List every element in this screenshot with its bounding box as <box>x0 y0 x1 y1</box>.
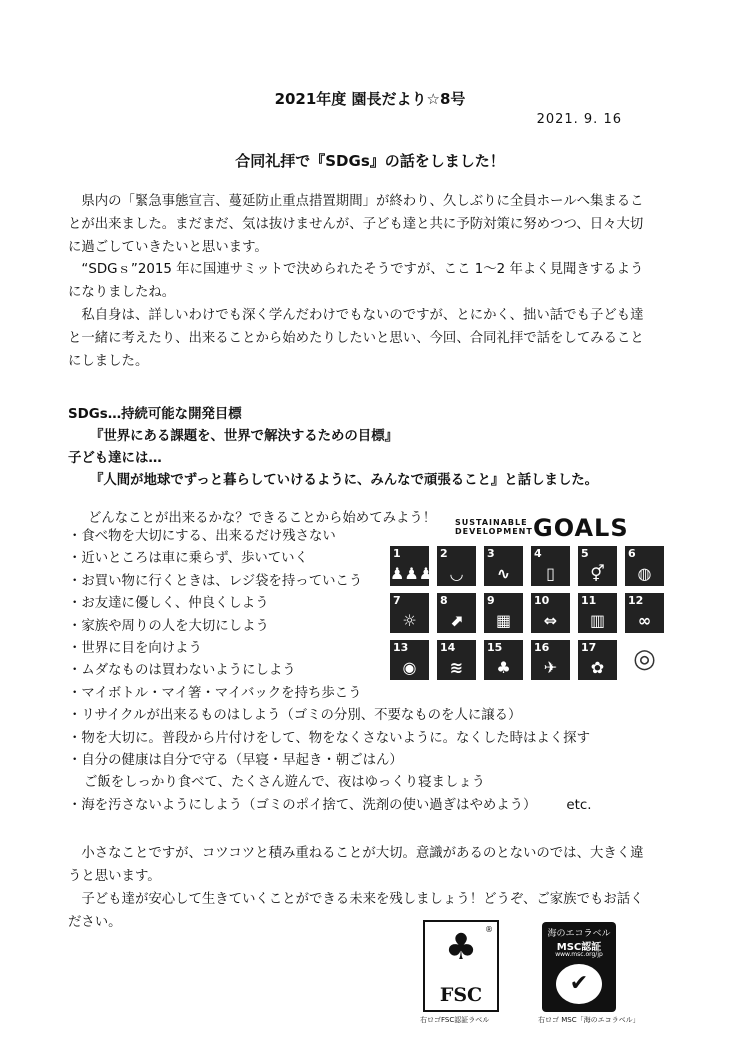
msc-logo <box>542 922 616 1012</box>
letter-subtitle: 合同礼拝で『SDGs』の話をしました！ <box>235 152 505 170</box>
flower-icon: ✿ <box>590 658 605 677</box>
family-icon: ♟♟♟ <box>390 564 434 583</box>
sdg-goal-tile <box>484 593 523 633</box>
fsc-caption: 右ロゴFSC認証ラベル <box>420 1016 490 1024</box>
tree-icon: ♣ <box>496 658 511 677</box>
sdg-goal-number: 13 <box>393 641 409 654</box>
sdg-goal-grid <box>390 546 665 680</box>
kids-heading: 子ども達には… <box>68 451 162 466</box>
buildings-icon: ▥ <box>589 611 606 630</box>
list-item: ・海を汚さないようにしよう（ゴミのポイ捨て、洗剤の使い過ぎはやめよう） etc. <box>68 797 592 813</box>
sun-icon: ☼ <box>402 611 417 630</box>
sdgs-definition: 『世界にある課題を、世界で解決するための目標』 <box>90 429 398 444</box>
sdg-goal-tile <box>531 546 570 586</box>
fsc-logo <box>423 920 499 1012</box>
waves-icon: ≋ <box>449 658 464 677</box>
sdg-goal-tile <box>390 546 434 586</box>
sdg-goal-tile <box>390 593 429 633</box>
sdgs-heading: SDGs…持続可能な開発目標 <box>68 407 242 422</box>
sdg-goal-number: 17 <box>581 641 597 654</box>
sdg-goals-wordmark: GOALS <box>533 514 629 542</box>
etc-label: etc. <box>566 797 592 813</box>
list-item: ・自分の健康は自分で守る（早寝・早起き・朝ごはん） <box>68 753 403 769</box>
dove-icon: ✈ <box>543 658 558 677</box>
sdg-goal-tile <box>437 546 476 586</box>
sdg-goal-tile <box>390 640 429 680</box>
sdg-goal-number: 1 <box>393 547 401 560</box>
equal-icon: ⇔ <box>543 611 558 630</box>
water-drop-icon: ◍ <box>637 564 652 583</box>
list-item: ・ムダなものは買わないようにしよう <box>68 663 296 679</box>
sdg-goal-number: 3 <box>487 547 495 560</box>
sdg-goal-number: 15 <box>487 641 503 654</box>
sdg-goal-number: 2 <box>440 547 448 560</box>
list-item: ご飯をしっかり食べて、たくさん遊んで、夜はゆっくり寝ましょう <box>84 775 486 791</box>
list-item: ・物を大切に。普段から片付けをして、物をなくさないように。なくした時はよく探す <box>68 730 590 746</box>
closing-paragraph-1: 小さなことですが、コツコツと積み重ねることが大切。意識があるのとないのでは、大きく違うと思います。 <box>68 846 644 884</box>
sdg-goal-number: 5 <box>581 547 589 560</box>
book-icon: ▯ <box>546 564 555 583</box>
sdg-goal-number: 9 <box>487 594 495 607</box>
eye-icon: ◉ <box>402 658 417 677</box>
closing-paragraph-2: 子ども達が安心して生きていくことができる未来を残しましょう！どうぞ、ご家族でもお話ください。 <box>68 892 644 930</box>
sdg-goal-tile <box>484 546 523 586</box>
list-item: ・リサイクルが出来るものはしよう（ゴミの分別、不要なものを人に譲る） <box>68 708 522 724</box>
sdg-goal-number: 12 <box>628 594 644 607</box>
sdg-goal-number: 7 <box>393 594 401 607</box>
sdg-goal-tile <box>578 593 617 633</box>
sdg-goal-tile <box>625 546 664 586</box>
cubes-icon: ▦ <box>495 611 512 630</box>
list-item: ・食べ物を大切にする、出来るだけ残さない <box>68 529 336 544</box>
bowl-icon: ◡ <box>450 564 463 583</box>
sdg-goal-number: 11 <box>581 594 597 607</box>
fsc-logo-text: FSC <box>439 984 483 1006</box>
list-item: ・お友達に優しく、仲良くしよう <box>68 596 269 612</box>
heartbeat-icon: ∿ <box>496 564 511 583</box>
letter-date: 2021. 9. 16 <box>536 112 622 127</box>
sdg-goal-number: 14 <box>440 641 456 654</box>
list-item: ・マイボトル・マイ箸・マイバックを持ち歩こう <box>68 685 362 701</box>
sdg-goal-tile <box>625 593 664 633</box>
sdg-goal-tile <box>578 546 617 586</box>
sdg-goal-tile <box>578 640 617 680</box>
intro-paragraph-3: 私自身は、詳しいわけでも深く学んだわけでもないのですが、とにかく、拙い話でも子ども達と一緒に考えたり、出来ることから始めたりしたいと思い、今回、合同礼拝で話をしてみることにしました。 <box>68 308 644 369</box>
growth-chart-icon: ⬈ <box>449 611 464 630</box>
msc-logo-line-2: MSC認証 <box>556 942 602 953</box>
sdg-goal-number: 6 <box>628 547 636 560</box>
sdg-goal-tile <box>437 640 476 680</box>
fish-icon: ✔ <box>556 964 602 1004</box>
sdg-goal-tile <box>531 593 570 633</box>
intro-paragraph-2: “SDGｓ”2015 年に国連サミットで決められたそうですが、ここ 1～2 年よく見聞きするようになりましたね。 <box>68 262 644 300</box>
list-item: ・世界に目を向けよう <box>68 641 202 657</box>
sdg-goal-number: 10 <box>534 594 550 607</box>
msc-logo-line-3: www.msc.org/jp <box>555 951 603 958</box>
msc-logo-line-1: 海のエコラベル <box>547 929 611 939</box>
sdg-goal-tile <box>484 640 523 680</box>
msc-caption: 右ロゴ MSC「海のエコラベル」 <box>538 1016 640 1024</box>
sdg-wheel-icon: ◎ <box>633 644 656 674</box>
list-item: ・近いところは車に乗らず、歩いていく <box>68 551 308 567</box>
sdg-goal-tile <box>531 640 570 680</box>
sdg-goal-number: 8 <box>440 594 448 607</box>
tree-check-icon: ♣ <box>444 927 478 968</box>
sdg-goal-number: 4 <box>534 547 542 560</box>
letter-title: 2021年度 園長だより☆8号 <box>274 90 466 108</box>
kids-message: 『人間が地球でずっと暮らしていけるように、みんなで頑張ること』と話しました。 <box>90 473 599 488</box>
list-item: ・家族や周りの人を大切にしよう <box>68 618 269 634</box>
gender-icon: ⚥ <box>590 564 605 583</box>
sdg-logo-header <box>455 516 655 546</box>
actions-heading: どんなことが出来るかな？できることから始めてみよう！ <box>88 511 437 526</box>
sdg-goal-number: 16 <box>534 641 550 654</box>
sdg-logo-small-text: SUSTAINABLE DEVELOPMENT <box>455 518 533 536</box>
registered-icon: ® <box>485 925 493 934</box>
intro-paragraph-1: 県内の「緊急事態宣言、蔓延防止重点措置期間」が終わり、久しぶりに全員ホールへ集まることが出来ました。まだまだ、気は抜けませんが、子ども達と共に予防対策に努めつつ、日々大切に過ごしていきたいと思います。 <box>68 194 644 255</box>
sdg-goal-tile <box>625 640 664 680</box>
sdg-goal-tile <box>437 593 476 633</box>
list-item: ・お買い物に行くときは、レジ袋を持っていこう <box>68 573 363 589</box>
infinity-icon: ∞ <box>637 611 652 630</box>
